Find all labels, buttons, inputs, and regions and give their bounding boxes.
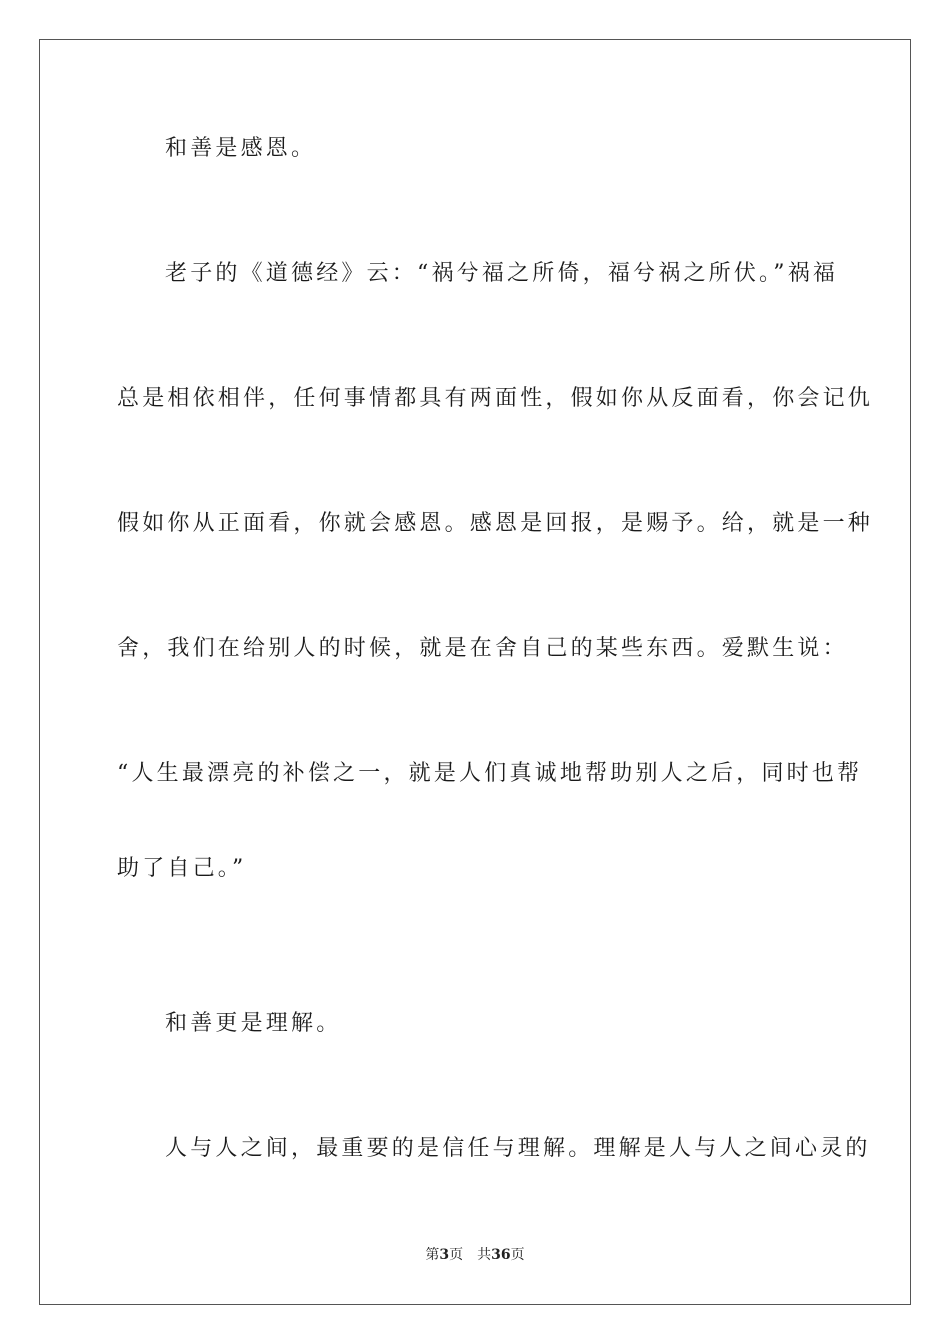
page-footer xyxy=(0,1246,950,1264)
total-pages: 36 xyxy=(491,1247,511,1263)
paragraph-line-6: “人生最漂亮的补偿之一，就是人们真诚地帮助别人之后，同时也帮 xyxy=(117,761,863,786)
paragraph-line-2: 老子的《道德经》云：“祸兮福之所倚，福兮祸之所伏。”祸福 xyxy=(165,261,839,286)
total-suffix: 页 xyxy=(510,1247,525,1263)
paragraph-line-9: 人与人之间，最重要的是信任与理解。理解是人与人之间心灵的 xyxy=(165,1136,871,1161)
page-suffix: 页 xyxy=(449,1247,464,1263)
paragraph-line-8: 和善更是理解。 xyxy=(165,1011,342,1036)
total-prefix: 共 xyxy=(477,1247,492,1263)
paragraph-line-5: 舍，我们在给别人的时候，就是在舍自己的某些东西。爱默生说： xyxy=(117,636,848,661)
paragraph-line-3: 总是相依相伴，任何事情都具有两面性，假如你从反面看，你会记仇 xyxy=(117,386,874,411)
paragraph-line-1: 和善是感恩。 xyxy=(165,136,317,161)
paragraph-line-7: 助了自己。” xyxy=(117,856,247,881)
page-prefix: 第 xyxy=(425,1247,440,1263)
page-border xyxy=(39,39,911,1305)
page-number: 3 xyxy=(439,1247,450,1263)
paragraph-line-4: 假如你从正面看，你就会感恩。感恩是回报，是赐予。给，就是一种 xyxy=(117,511,874,536)
